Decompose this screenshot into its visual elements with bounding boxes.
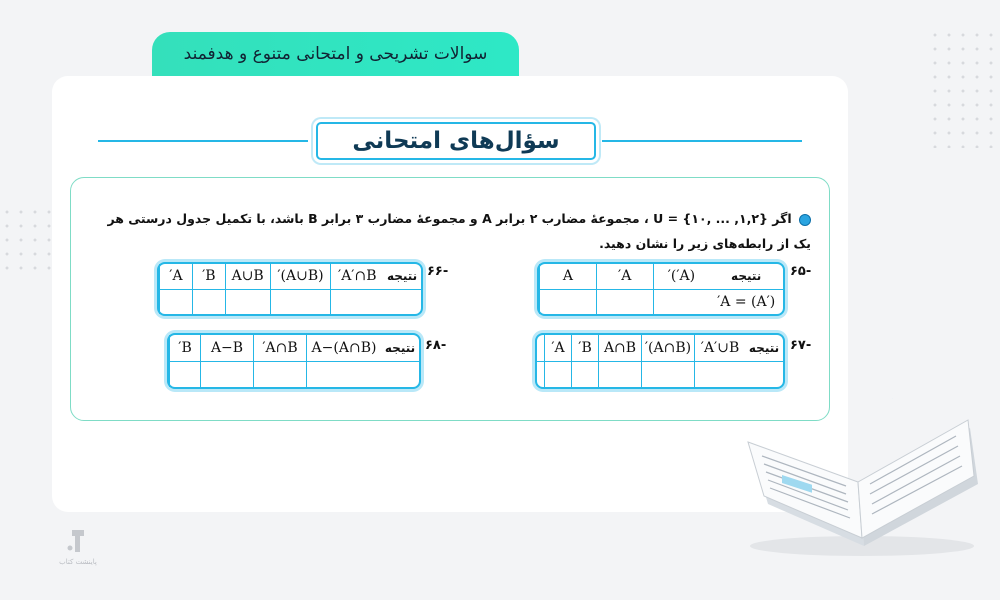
table-cell xyxy=(330,290,383,315)
table-cell xyxy=(169,362,200,388)
table-cell xyxy=(596,290,653,315)
question-number-67: -۶۷ xyxy=(790,338,812,353)
table-66 xyxy=(157,262,423,316)
section-tab-title: سوالات تشریحی و امتحانی متنوع و هدفمند xyxy=(183,44,488,64)
table-header-cell: A xyxy=(539,264,596,289)
table-68 xyxy=(167,333,421,389)
section-tab xyxy=(152,32,519,76)
banner-line-right xyxy=(602,140,802,142)
table-header-cell: B′ xyxy=(192,264,225,289)
table-header-cell: A′∪B′ xyxy=(694,335,745,361)
brand-logo-icon xyxy=(58,526,98,556)
question-number-66: -۶۶ xyxy=(427,264,449,279)
table-cell xyxy=(383,290,421,315)
table-header-cell: B′ xyxy=(169,335,200,361)
content-card xyxy=(52,76,848,512)
table-cell xyxy=(544,362,571,388)
table-header-cell: A∩B xyxy=(598,335,641,361)
table-cell xyxy=(571,362,598,388)
table-header-cell: نتیجه xyxy=(731,269,762,284)
table-header-cell: نتیجه xyxy=(384,340,416,355)
table-cell xyxy=(200,362,253,388)
table-67 xyxy=(535,333,785,389)
table-header-cell: نتیجه xyxy=(748,340,780,355)
question-number-65: -۶۵ xyxy=(790,264,812,279)
table-header-cell: (A′)′ xyxy=(653,264,710,289)
banner-line-left xyxy=(98,140,308,142)
question-statement: اگر {۱,۲, ... ,۱۰} = U ، مجموعهٔ مضارب ۲ برابر A و مجموعهٔ مضارب ۳ برابر B باشد، با تکمیل جدول درستی هر یک از رابطه‌های زیر را نشان دهید. xyxy=(107,211,811,251)
table-header-cell: (A∩B)′ xyxy=(641,335,694,361)
decorative-dots xyxy=(0,205,56,275)
banner-title: سؤال‌های امتحانی xyxy=(352,128,560,154)
exam-questions-banner xyxy=(98,120,802,162)
table-cell xyxy=(653,290,710,315)
table-header-cell: A−(A∩B) xyxy=(306,335,381,361)
table-header-cell: B′ xyxy=(571,335,598,361)
table-65 xyxy=(537,262,785,316)
table-cell xyxy=(159,290,192,315)
table-cell xyxy=(694,362,745,388)
table-cell xyxy=(745,362,783,388)
table-cell xyxy=(641,362,694,388)
table-header-cell: A∪B xyxy=(225,264,270,289)
table-cell xyxy=(598,362,641,388)
table-header-cell: نتیجه xyxy=(386,269,418,284)
table-header-cell: A′ xyxy=(544,335,571,361)
brand-logo xyxy=(58,526,98,570)
table-cell xyxy=(225,290,270,315)
brand-logo-text: پاینشت کتاب xyxy=(59,558,97,566)
question-box xyxy=(70,177,830,421)
question-bullet-icon xyxy=(799,214,811,226)
table-cell xyxy=(306,362,381,388)
question-text xyxy=(99,206,811,256)
table-cell xyxy=(270,290,331,315)
table-header-cell: A′ xyxy=(596,264,653,289)
table-header-cell: A′ xyxy=(159,264,192,289)
table-cell xyxy=(192,290,225,315)
decorative-dots xyxy=(928,28,998,148)
table-result-cell: A = (A′)′ xyxy=(717,293,776,310)
question-number-68: -۶۸ xyxy=(425,338,447,353)
table-cell xyxy=(381,362,419,388)
table-header-cell: A−B xyxy=(200,335,253,361)
open-book-image xyxy=(742,398,982,558)
table-cell xyxy=(539,290,596,315)
table-cell xyxy=(253,362,306,388)
table-header-cell: (A∪B)′ xyxy=(270,264,331,289)
table-header-cell: A∩B′ xyxy=(253,335,306,361)
table-header-cell: A′∩B′ xyxy=(330,264,383,289)
banner-box xyxy=(316,122,596,160)
